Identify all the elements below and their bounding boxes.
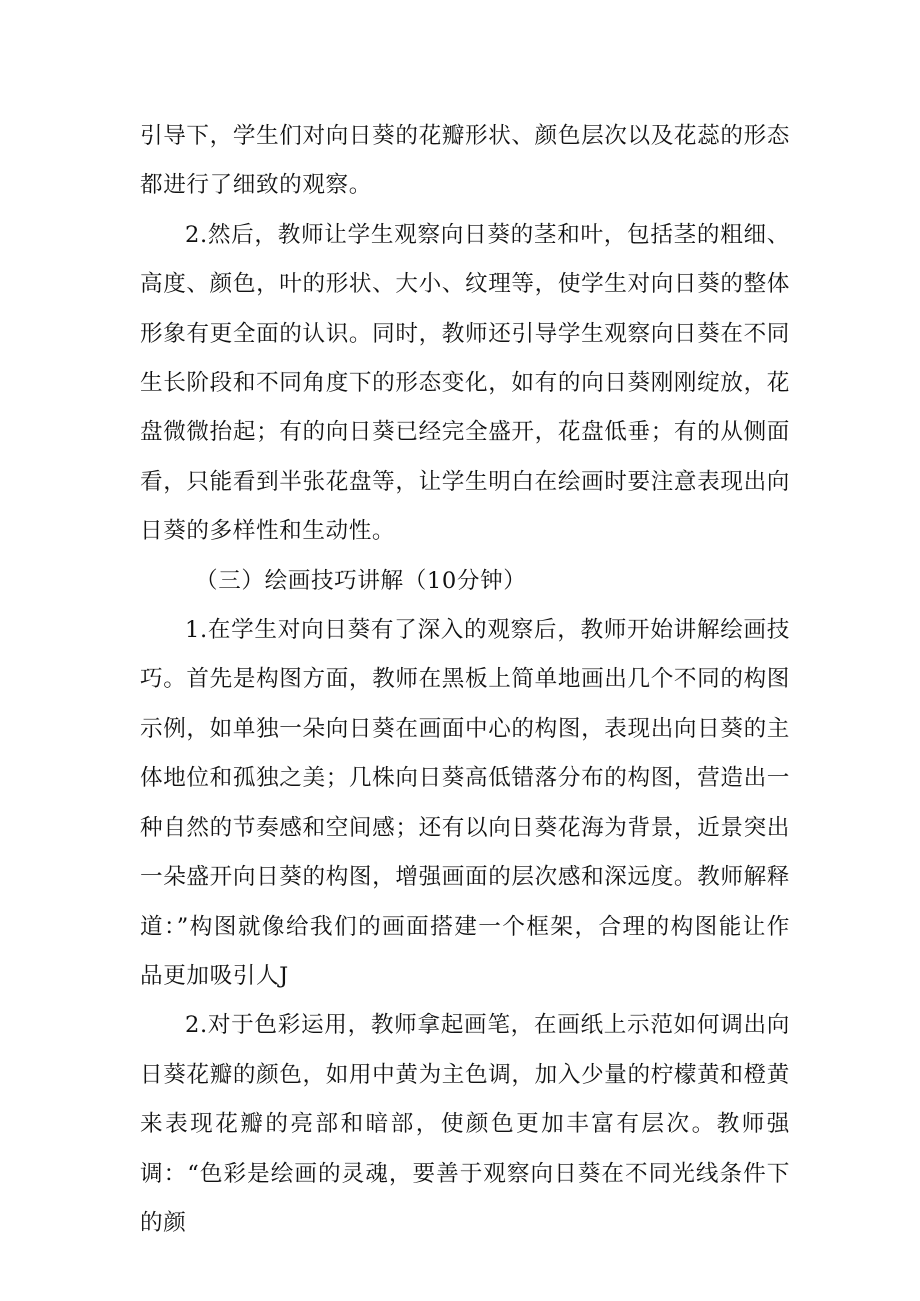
paragraph-continuation: 引导下，学生们对向日葵的花瓣形状、颜色层次以及花蕊的形态都进行了细致的观察。 xyxy=(140,123,790,199)
paragraph-stem-leaf-observation: 2.然后，教师让学生观察向日葵的茎和叶，包括茎的粗细、高度、颜色，叶的形状、大小、纹理等，使学生对向日葵的整体形象有更全面的认识。同时，教师还引导学生观察向日葵在不同生长阶段和不同角度下的形态变化，如有的向日葵刚刚绽放，花盘微微抬起；有的向日葵已经完全盛开，花盘低垂；有的从侧面看，只能看到半张花盘等，让学生明白在绘画时要注意表现出向日葵的多样性和生动性。 xyxy=(140,221,790,545)
section-heading: （三）绘画技巧讲解（10分钟） xyxy=(195,567,527,594)
paragraph-color-technique: 2.对于色彩运用，教师拿起画笔，在画纸上示范如何调出向日葵花瓣的颜色，如用中黄为主色调，加入少量的柠檬黄和橙黄来表现花瓣的亮部和暗部，使颜色更加丰富有层次。教师强调：“色彩是绘画的灵魂，要善于观察向日葵在不同光线条件下的颜 xyxy=(140,1012,790,1236)
paragraph-composition-technique: 1.在学生对向日葵有了深入的观察后，教师开始讲解绘画技巧。首先是构图方面，教师在黑板上简单地画出几个不同的构图示例，如单独一朵向日葵在画面中心的构图，表现出向日葵的主体地位和孤独之美；几株向日葵高低错落分布的构图，营造出一种自然的节奏感和空间感；还有以向日葵花海为背景，近景突出一朵盛开向日葵的构图，增强画面的层次感和深远度。教师解释道：”构图就像给我们的画面搭建一个框架，合理的构图能让作品更加吸引人J xyxy=(140,617,790,989)
document-body xyxy=(140,112,790,1248)
